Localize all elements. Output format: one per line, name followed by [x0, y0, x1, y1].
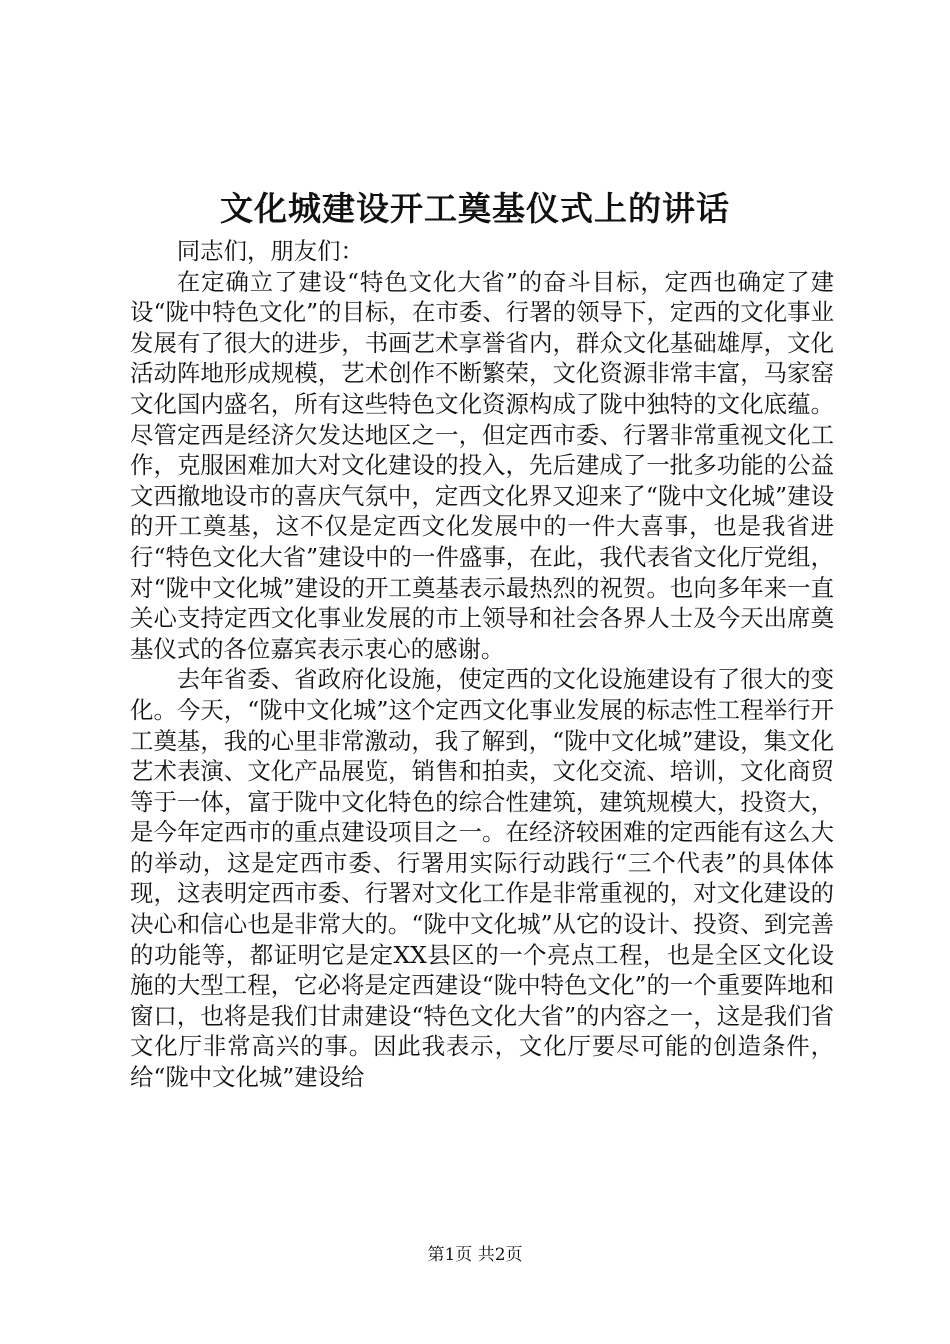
document-body [130, 236, 834, 1093]
body-paragraph-1: 在定确立了建设“特色文化大省”的奋斗目标，定西也确定了建设“陇中特色文化”的目标，在市委、行署的领导下，定西的文化事业发展有了很大的进步，书画艺术享誉省内，群众文化基础雄厚，文化活动阵地形成规模，艺术创作不断繁荣，文化资源非常丰富，马家窑文化国内盛名，所有这些特色文化资源构成了陇中独特的文化底蕴。尽管定西是经济欠发达地区之一，但定西市委、行署非常重视文化工作，克服困难加大对文化建设的投入，先后建成了一批多功能的公益文西撤地设市的喜庆气氛中，定西文化界又迎来了“陇中文化城”建设的开工奠基，这不仅是定西文化发展中的一件大喜事，也是我省进行“特色文化大省”建设中的一件盛事，在此，我代表省文化厅党组，对“陇中文化城”建设的开工奠基表示最热烈的祝贺。也向多年来一直关心支持定西文化事业发展的市上领导和社会各界人士及今天出席奠基仪式的各位嘉宾表示衷心的感谢。 [130, 267, 834, 663]
greeting-line: 同志们，朋友们： [176, 237, 364, 265]
document-title: 文化城建设开工奠基仪式上的讲话 [220, 189, 730, 228]
page-number-footer: 第1页 共2页 [427, 1245, 523, 1265]
body-paragraph-2: 去年省委、省政府化设施，使定西的文化设施建设有了很大的变化。今天，“陇中文化城”这个定西文化事业发展的标志性工程举行开工奠基，我的心里非常激动，我了解到，“陇中文化城”建设，集文化艺术表演、文化产品展览，销售和拍卖，文化交流、培训，文化商贸等于一体，富于陇中文化特色的综合性建筑，建筑规模大，投资大，是今年定西市的重点建设项目之一。在经济较困难的定西能有这么大的举动，这是定西市委、行署用实际行动践行“三个代表”的具体体现，这表明定西市委、行署对文化工作是非常重视的，对文化建设的决心和信心也是非常大的。“陇中文化城”从它的设计、投资、到完善的功能等，都证明它是定XX县区的一个亮点工程，也是全区文化设施的大型工程，它必将是定西建设“陇中特色文化”的一个重要阵地和窗口，也将是我们甘肃建设“特色文化大省”的内容之一，这是我们省文化厅非常高兴的事。因此我表示，文化厅要尽可能的创造条件，给“陇中文化城”建设给 [130, 665, 834, 1092]
